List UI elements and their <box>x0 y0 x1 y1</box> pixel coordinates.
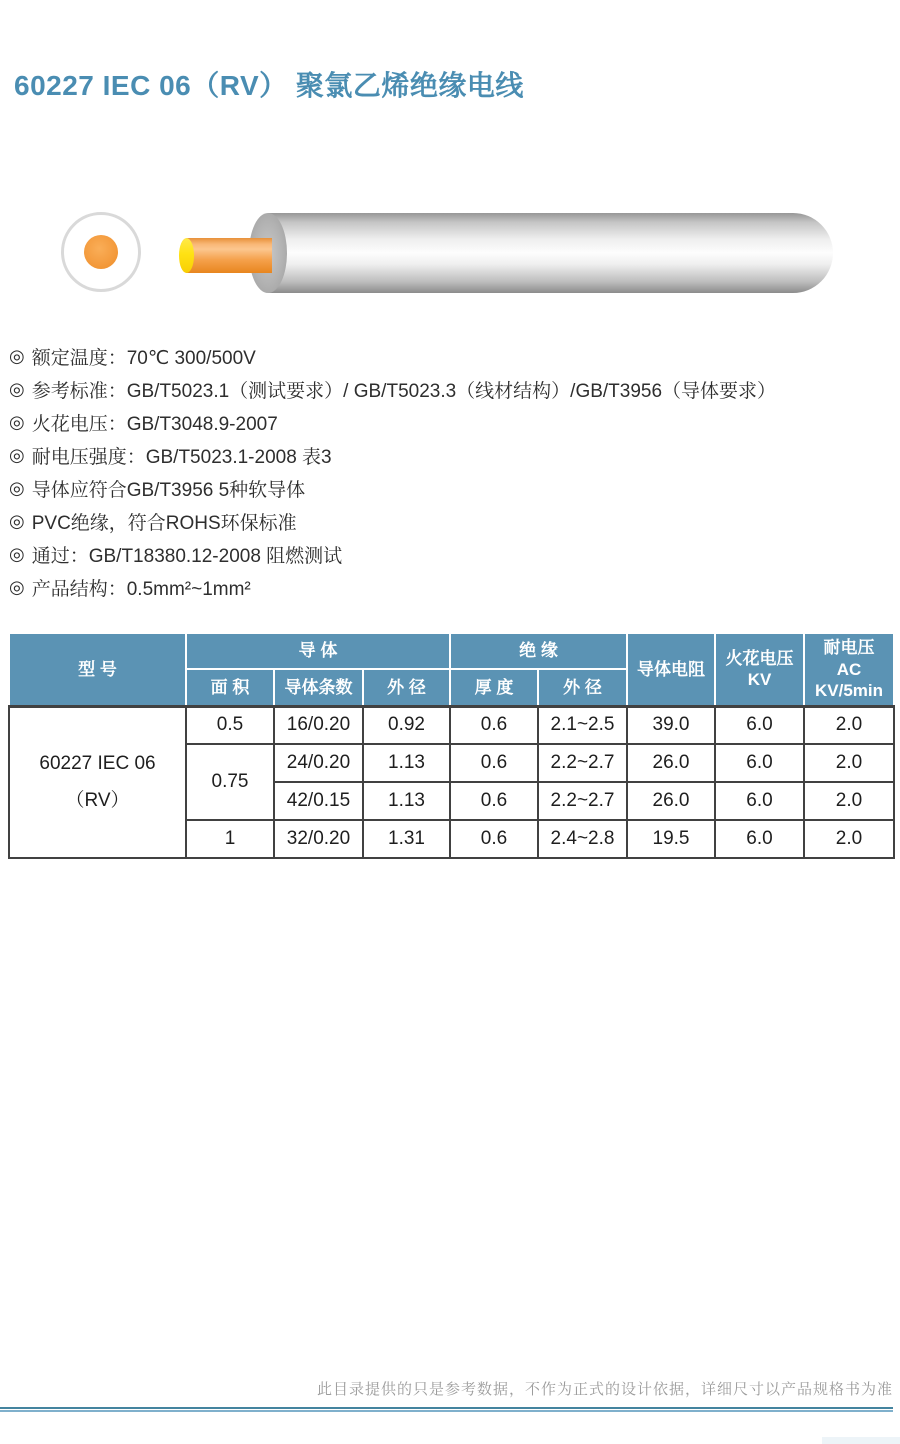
header-conductor-group: 导 体 <box>186 633 450 669</box>
footer-divider <box>0 1407 893 1412</box>
header-withstand-line1: 耐电压 <box>823 638 875 658</box>
cell-thickness: 0.6 <box>450 782 538 820</box>
model-line2: （RV） <box>65 790 130 812</box>
header-thickness: 厚 度 <box>450 669 538 706</box>
header-outer-dia: 外 径 <box>363 669 450 706</box>
list-item <box>9 439 776 472</box>
header-spark-line1: 火花电压 <box>725 649 794 668</box>
spec-text: 额定温度：70℃ 300/500V <box>31 348 256 369</box>
header-area: 面 积 <box>186 669 274 706</box>
bullseye-bullet-icon: ◎ <box>9 544 25 564</box>
model-line1: 60227 IEC 06 <box>39 753 156 775</box>
cell-ins-od: 2.2~2.7 <box>538 782 627 820</box>
cell-area: 0.75 <box>186 744 274 820</box>
cell-ins-od: 2.4~2.8 <box>538 820 627 858</box>
cell-resistance: 19.5 <box>627 820 715 858</box>
header-resistance: 导体电阻 <box>627 633 715 706</box>
list-item <box>9 406 776 439</box>
bullseye-bullet-icon: ◎ <box>9 478 25 498</box>
header-withstand-line3: KV/5min <box>815 680 884 700</box>
header-withstand-line2: AC <box>836 659 862 679</box>
header-model: 型 号 <box>9 633 186 706</box>
spec-text: 耐电压强度：GB/T5023.1-2008 表3 <box>31 447 332 468</box>
cell-model <box>9 706 186 858</box>
cable-insulation-body-icon <box>268 213 833 293</box>
cable-cross-section-icon <box>61 212 141 292</box>
bullseye-bullet-icon: ◎ <box>9 577 25 597</box>
bullseye-bullet-icon: ◎ <box>9 379 25 399</box>
list-item <box>9 472 776 505</box>
conductor-tip-icon <box>179 238 194 273</box>
cell-od: 0.92 <box>363 706 450 744</box>
cable-illustration <box>0 0 900 330</box>
spec-text: 通过：GB/T18380.12-2008 阻燃测试 <box>31 546 343 567</box>
cell-spark: 6.0 <box>715 782 804 820</box>
table-header-row <box>9 633 894 669</box>
cell-resistance: 26.0 <box>627 744 715 782</box>
spec-text: PVC绝缘，符合ROHS环保标准 <box>31 513 297 534</box>
cell-thickness: 0.6 <box>450 706 538 744</box>
cell-strands: 16/0.20 <box>274 706 363 744</box>
cell-od: 1.13 <box>363 744 450 782</box>
cell-resistance: 39.0 <box>627 706 715 744</box>
cell-withstand: 2.0 <box>804 820 894 858</box>
table-row <box>9 706 894 744</box>
cell-od: 1.13 <box>363 782 450 820</box>
list-item <box>9 571 776 604</box>
cell-area: 1 <box>186 820 274 858</box>
footer-disclaimer: 此目录提供的只是参考数据，不作为正式的设计依据，详细尺寸以产品规格书为准 <box>316 1381 893 1398</box>
header-withstand-voltage <box>804 633 894 706</box>
spec-text: 导体应符合GB/T3956 5种软导体 <box>31 480 306 501</box>
cell-ins-od: 2.1~2.5 <box>538 706 627 744</box>
spec-text: 产品结构：0.5mm²~1mm² <box>31 579 251 600</box>
cell-thickness: 0.6 <box>450 820 538 858</box>
list-item <box>9 538 776 571</box>
header-spark-voltage <box>715 633 804 706</box>
header-strand-count: 导体条数 <box>274 669 363 706</box>
cell-thickness: 0.6 <box>450 744 538 782</box>
cell-spark: 6.0 <box>715 744 804 782</box>
list-item <box>9 373 776 406</box>
conductor-core-icon <box>84 235 118 269</box>
cable-conductor-icon <box>186 238 272 273</box>
cell-ins-od: 2.2~2.7 <box>538 744 627 782</box>
list-item <box>9 340 776 373</box>
cell-od: 1.31 <box>363 820 450 858</box>
cell-strands: 42/0.15 <box>274 782 363 820</box>
cell-resistance: 26.0 <box>627 782 715 820</box>
bullseye-bullet-icon: ◎ <box>9 445 25 465</box>
list-item <box>9 505 776 538</box>
cell-withstand: 2.0 <box>804 706 894 744</box>
cell-withstand: 2.0 <box>804 744 894 782</box>
corner-accent <box>822 1437 900 1444</box>
spec-text: 参考标准：GB/T5023.1（测试要求）/ GB/T5023.3（线材结构）/GB/T3956（导体要求） <box>31 381 777 402</box>
bullseye-bullet-icon: ◎ <box>9 511 25 531</box>
page-title: 60227 IEC 06（RV） 聚氯乙烯绝缘电线 <box>14 70 524 101</box>
footer-divider-light-line <box>0 1410 893 1412</box>
spec-list <box>9 340 776 604</box>
header-ins-outer-dia: 外 径 <box>538 669 627 706</box>
bullseye-bullet-icon: ◎ <box>9 346 25 366</box>
cell-strands: 32/0.20 <box>274 820 363 858</box>
header-insulation-group: 绝 缘 <box>450 633 627 669</box>
cell-strands: 24/0.20 <box>274 744 363 782</box>
cell-spark: 6.0 <box>715 706 804 744</box>
cell-spark: 6.0 <box>715 820 804 858</box>
bullseye-bullet-icon: ◎ <box>9 412 25 432</box>
spec-table <box>8 632 895 859</box>
cell-withstand: 2.0 <box>804 782 894 820</box>
cell-area: 0.5 <box>186 706 274 744</box>
spec-text: 火花电压：GB/T3048.9-2007 <box>31 414 278 435</box>
header-spark-line2: KV <box>747 670 772 690</box>
